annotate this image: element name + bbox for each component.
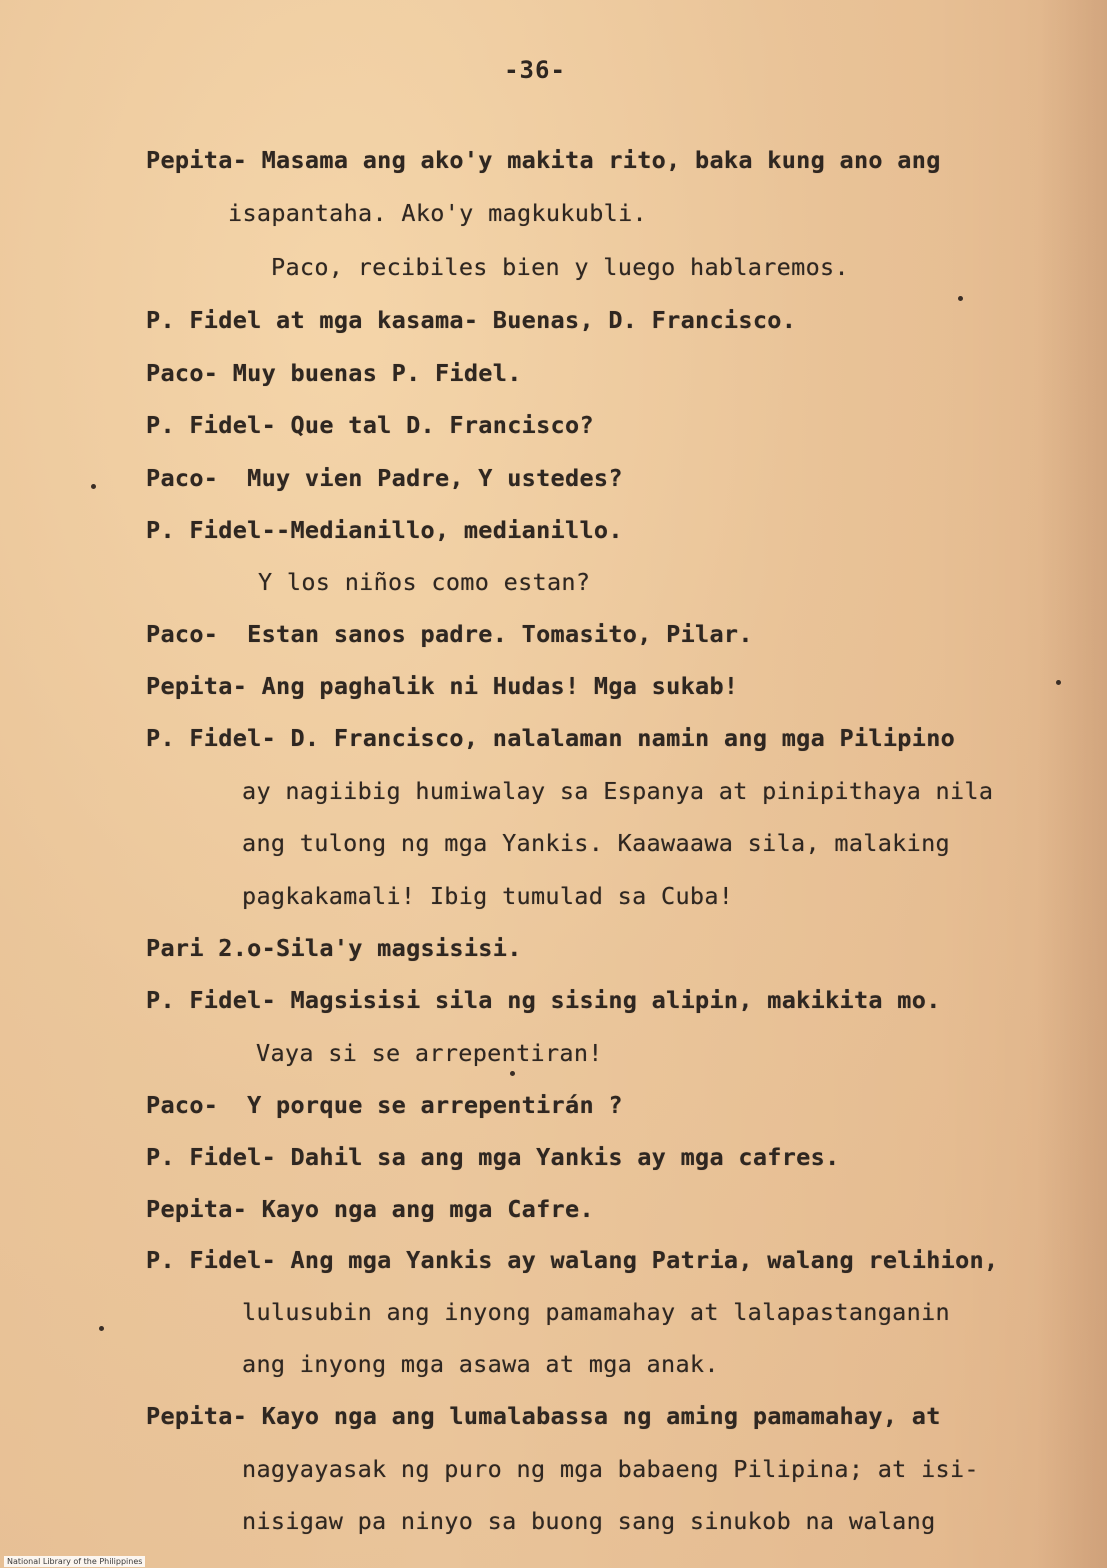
text-line: pagkakamali! Ibig tumulad sa Cuba!	[242, 882, 734, 910]
text-line: ay nagiibig humiwalay sa Espanya at pinipithaya nila	[242, 777, 994, 805]
paper-speck	[99, 1326, 104, 1331]
paper-speck	[1056, 680, 1061, 685]
text-line: P. Fidel- Dahil sa ang mga Yankis ay mga cafres.	[146, 1143, 840, 1171]
text-line: lulusubin ang inyong pamamahay at lalapastanganin	[242, 1298, 950, 1326]
text-line: P. Fidel- Ang mga Yankis ay walang Patria, walang relihion,	[146, 1246, 999, 1274]
text-line: Pepita- Kayo nga ang mga Cafre.	[146, 1195, 594, 1223]
text-line: ang tulong ng mga Yankis. Kaawaawa sila, malaking	[242, 829, 950, 857]
text-line: Pepita- Kayo nga ang lumalabassa ng aming pamamahay, at	[146, 1402, 941, 1430]
text-line: Paco, recibiles bien y luego hablaremos.	[271, 253, 849, 281]
text-line: nisigaw pa ninyo sa buong sang sinukob na walang	[242, 1507, 936, 1535]
text-line: P. Fidel- D. Francisco, nalalaman namin ang mga Pilipino	[146, 724, 956, 752]
text-line: Paco- Muy vien Padre, Y ustedes?	[146, 464, 623, 492]
text-line: P. Fidel at mga kasama- Buenas, D. Francisco.	[146, 306, 797, 334]
text-line: Pepita- Masama ang ako'y makita rito, baka kung ano ang	[146, 146, 941, 174]
library-credit: National Library of the Philippines	[4, 1556, 145, 1567]
text-line: P. Fidel- Que tal D. Francisco?	[146, 411, 594, 439]
page-number: -36-	[504, 56, 566, 84]
text-line: P. Fidel- Magsisisi sila ng sising alipin, makikita mo.	[146, 986, 941, 1014]
text-line: nagyayasak ng puro ng mga babaeng Pilipina; at isi-	[242, 1455, 979, 1483]
text-line: P. Fidel--Medianillo, medianillo.	[146, 516, 623, 544]
text-line: Vaya si se arrepentiran!	[256, 1039, 603, 1067]
text-line: Paco- Y porque se arrepentirán ?	[146, 1091, 623, 1119]
text-line: Paco- Estan sanos padre. Tomasito, Pilar.	[146, 620, 753, 648]
text-line: Pepita- Ang paghalik ni Hudas! Mga sukab!	[146, 672, 739, 700]
text-line: Pari 2.o-Sila'y magsisisi.	[146, 934, 522, 962]
text-line: Paco- Muy buenas P. Fidel.	[146, 359, 522, 387]
paper-speck	[510, 1071, 515, 1076]
paper-speck	[91, 484, 96, 489]
text-line: isapantaha. Ako'y magkukubli.	[228, 199, 647, 227]
text-line: Y los niños como estan?	[258, 568, 591, 596]
text-line: ang inyong mga asawa at mga anak.	[242, 1350, 719, 1378]
paper-speck	[958, 296, 963, 301]
